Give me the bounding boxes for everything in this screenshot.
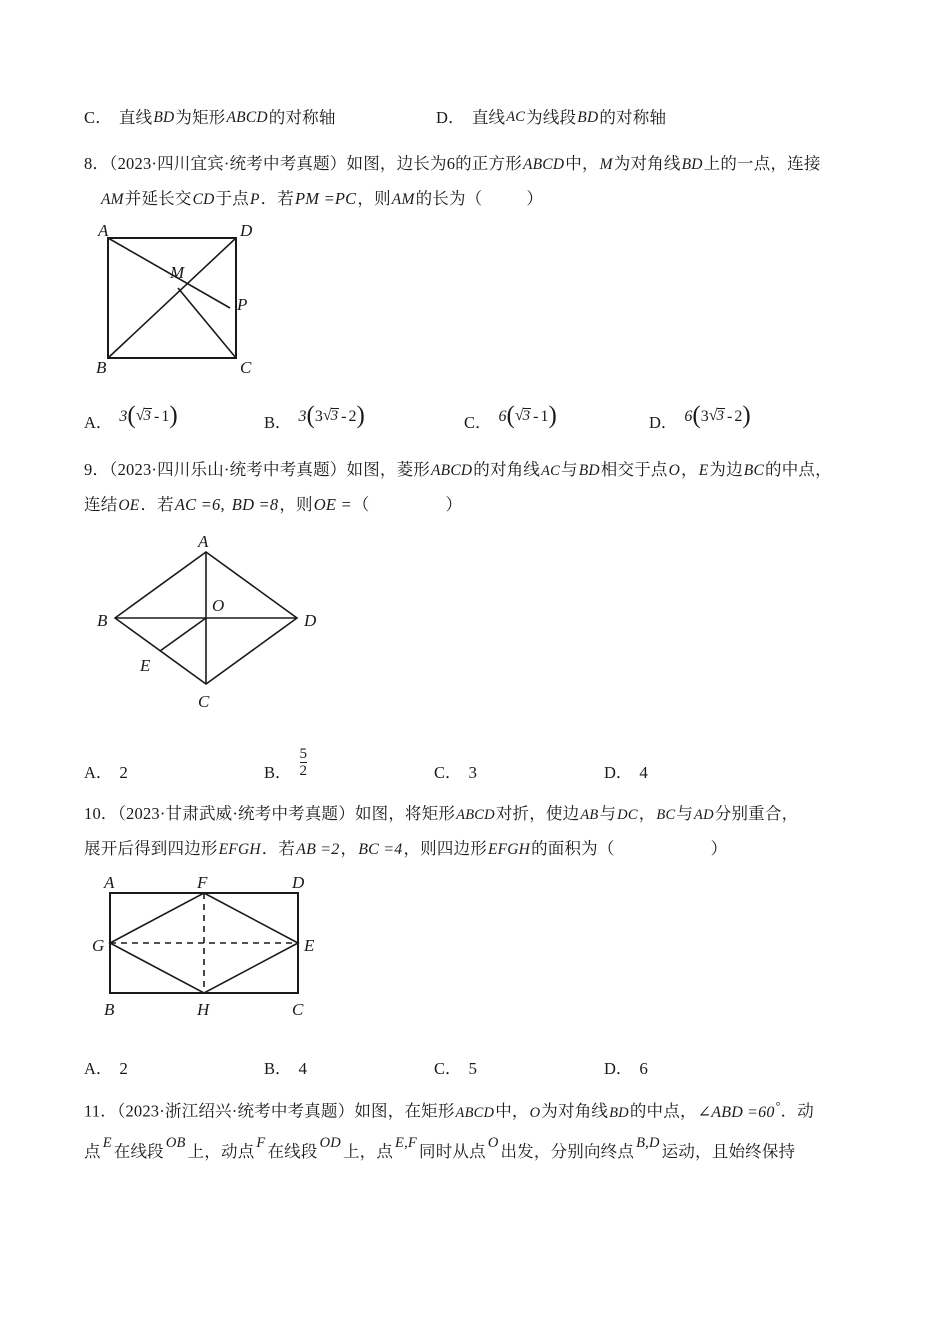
q9-stem2-text-a: 连结 — [84, 495, 118, 514]
q8-stem-line-1 — [84, 147, 884, 182]
q10-label-G: G — [92, 936, 105, 955]
q7-option-c-text-2: 为矩形 — [175, 108, 226, 127]
q11-var-ef: E,F — [395, 1134, 417, 1151]
paren-open: ( — [506, 402, 515, 429]
q7-option-d-text-3: 的对称轴 — [599, 108, 667, 127]
q8-option-b[interactable] — [264, 402, 365, 433]
q10-stem-text-a: 如图，将矩形 — [354, 804, 456, 823]
q8-stem-text-c: 中， — [565, 154, 599, 173]
q8-option-c-sqrt — [515, 408, 531, 425]
q9-equation-ac: AC =6, — [174, 495, 225, 514]
q9-option-a-label: A． — [84, 763, 113, 782]
q11-number: 11． — [84, 1101, 117, 1121]
q10-stem2-text-b: ．若 — [261, 839, 296, 858]
q8-option-a-sqrt — [136, 408, 152, 425]
q8-stem-text-e: 上的一点，连接 — [703, 154, 821, 173]
q9-stem2-text-b: ．若 — [140, 495, 174, 514]
q10-option-b[interactable] — [264, 1055, 307, 1079]
q8-label-P: P — [237, 295, 248, 314]
q9-stem-text-c: 与 — [561, 460, 578, 479]
q9-label-A: A — [198, 532, 209, 551]
q11-stem2-text-f: 同时从点 — [419, 1141, 486, 1161]
q11-var-ob: OB — [165, 1134, 186, 1151]
q9-stem-text-b: 的对角线 — [473, 460, 541, 479]
q8-option-a-radicand: 3 — [143, 408, 152, 425]
q10-number: 10． — [84, 804, 118, 823]
q10-figure-svg — [92, 875, 362, 1035]
q8-option-d-label: D． — [649, 413, 678, 432]
q11-var-bd: BD — [609, 1104, 629, 1121]
q11-source: （2023·浙江绍兴·统考中考真题） — [117, 1101, 355, 1121]
q9-equation-bd: BD =8 — [231, 495, 279, 514]
q10-var-dc: DC — [617, 807, 638, 823]
q11-var-o-2: O — [487, 1134, 499, 1151]
paren-close: ) — [548, 402, 557, 429]
q11-stem2-text-c: 上，动点 — [187, 1141, 255, 1161]
q10-options-row — [84, 1045, 884, 1085]
q10-label-A: A — [104, 875, 115, 892]
q8-stem2-text-a: 并延长交 — [124, 189, 192, 208]
q9-option-b[interactable] — [264, 745, 308, 783]
q11-stem-line-2 — [84, 1130, 884, 1175]
q9-label-O: O — [212, 596, 225, 615]
q10-var-bc: BC — [656, 807, 676, 823]
q9-option-b-numerator: 5 — [299, 745, 308, 762]
q10-option-a[interactable] — [84, 1055, 128, 1079]
radical-sign-icon: √ — [514, 407, 524, 425]
q8-var-cd: CD — [192, 191, 215, 208]
q10-stem-text-f: 分别重合， — [714, 804, 799, 823]
paren-close: ) — [169, 402, 178, 429]
radical-sign-icon: √ — [322, 407, 332, 425]
q9-stem2-text-e: ） — [445, 495, 463, 514]
q9-equation-oe: OE = — [313, 495, 352, 514]
q9-var-abcd: ABCD — [431, 462, 473, 479]
q9-option-c-label: C． — [434, 763, 462, 782]
q11-stem2-text-d: 在线段 — [267, 1141, 318, 1161]
q9-option-a-value: 2 — [119, 763, 128, 782]
q8-option-b-coef: 3 — [298, 407, 307, 425]
q8-option-a[interactable] — [84, 402, 178, 433]
q10-option-d-value: 6 — [639, 1059, 648, 1078]
q8-options-row — [84, 393, 884, 439]
q9-label-C: C — [198, 692, 210, 711]
q10-stem2-text-e: 的面积为（ — [531, 839, 615, 858]
q10-stem-line-2 — [84, 832, 884, 867]
q10-option-d[interactable] — [604, 1055, 648, 1079]
q10-stem2-text-d: ，则四边形 — [403, 839, 487, 858]
q8-stem2-text-e: 的长为（ — [415, 189, 483, 208]
q8-stem2-text-b: 于点 — [215, 189, 249, 208]
q8-figure-svg — [90, 225, 350, 375]
q10-option-a-value: 2 — [119, 1059, 128, 1078]
q8-var-bd: BD — [681, 156, 703, 173]
q10-var-ab: AB — [580, 807, 599, 823]
paren-close: ) — [742, 402, 751, 429]
q9-stem-line-2 — [84, 488, 884, 523]
q7-option-c-label: C． — [84, 108, 112, 127]
q8-stem2-text-d: ，则 — [357, 189, 391, 208]
paren-open: ( — [127, 402, 136, 429]
q9-stem2-text-d: （ — [352, 495, 370, 514]
q8-option-b-inner-coef: 3 — [314, 407, 323, 425]
q9-stem-text-e: ， — [681, 460, 698, 479]
q11-stem-text-e: ．动 — [780, 1101, 814, 1121]
q9-var-o: O — [668, 462, 681, 479]
q11-stem2-text-h: 运动，且始终保持 — [661, 1141, 796, 1161]
q9-option-b-value — [300, 746, 308, 779]
q10-option-c[interactable] — [434, 1055, 477, 1079]
q7-options-row — [84, 105, 884, 139]
q10-equation-bc: BC =4 — [358, 841, 403, 858]
q10-option-b-label: B． — [264, 1059, 292, 1078]
q11-stem-text-c: 为对角线 — [541, 1101, 609, 1121]
q10-var-abcd: ABCD — [456, 807, 495, 823]
q8-option-c-op: - — [533, 407, 539, 425]
q8-stem2-text-f: ） — [526, 189, 544, 208]
q8-diagonal-bd — [108, 238, 236, 358]
q10-stem2-text-f: ） — [710, 839, 728, 858]
q9-option-b-denominator: 2 — [299, 762, 308, 779]
q9-option-c[interactable] — [434, 759, 477, 783]
q10-label-D: D — [292, 875, 305, 892]
q8-var-am-2: AM — [391, 191, 415, 208]
q8-option-b-const: 2 — [348, 407, 357, 425]
q8-option-a-value — [119, 404, 177, 429]
q9-stem2-text-c: ，则 — [279, 495, 313, 514]
q9-label-E: E — [140, 656, 151, 675]
q8-option-b-value — [299, 404, 365, 429]
q8-option-d-sqrt — [709, 408, 725, 425]
q10-label-F: F — [197, 875, 208, 892]
q8-option-b-radicand: 3 — [330, 408, 339, 425]
q9-stem-line-1 — [84, 453, 884, 488]
q7-option-d-label: D． — [436, 108, 465, 127]
q10-stem-text-b: 对折，使边 — [495, 804, 580, 823]
q8-label-M: M — [170, 263, 185, 282]
paren-open: ( — [306, 402, 315, 429]
q10-option-a-label: A． — [84, 1059, 113, 1078]
q10-var-efgh-2: EFGH — [487, 841, 531, 858]
q10-stem2-text-c: ， — [340, 839, 358, 858]
q8-option-a-const: 1 — [161, 407, 170, 425]
q8-label-B: B — [96, 358, 107, 375]
q8-option-b-label: B． — [264, 413, 292, 432]
q8-label-A: A — [98, 225, 109, 240]
q8-line-mc — [178, 288, 236, 358]
q9-stem-text-f: 为边 — [709, 460, 743, 479]
q9-var-bc: BC — [743, 462, 765, 479]
q8-option-d-inner-coef: 3 — [700, 407, 709, 425]
q9-options-row — [84, 743, 884, 789]
q7-option-c-text-1: 直线 — [118, 108, 153, 127]
q8-label-D: D — [240, 225, 253, 240]
q10-source: （2023·甘肃武威·统考中考真题） — [117, 804, 355, 823]
q9-segment-oe — [160, 618, 206, 651]
q8-stem-text-b: 的正方形 — [455, 154, 522, 173]
q10-label-B: B — [104, 1000, 115, 1019]
q9-label-B: B — [97, 611, 108, 630]
q9-option-d-value: 4 — [639, 763, 648, 782]
q7-option-c-var-1: BD — [153, 109, 175, 126]
q8-source: （2023·四川宜宾·统考中考真题） — [109, 154, 347, 173]
q10-label-H: H — [197, 1000, 210, 1019]
q8-var-p: P — [249, 191, 260, 208]
q8-option-d-const: 2 — [734, 407, 743, 425]
worksheet-content — [84, 105, 884, 1175]
q11-var-o: O — [529, 1104, 541, 1121]
q11-var-abcd: ABCD — [455, 1104, 495, 1121]
q9-figure-svg — [90, 529, 350, 729]
q8-var-abcd: ABCD — [522, 156, 565, 173]
paren-open: ( — [692, 402, 701, 429]
q8-option-a-coef: 3 — [119, 407, 128, 425]
q11-var-bd-2: B,D — [636, 1134, 660, 1151]
q8-option-b-sqrt — [323, 408, 339, 425]
q9-option-d[interactable] — [604, 759, 648, 783]
q11-stem2-text-g: 出发，分别向终点 — [500, 1141, 635, 1161]
q9-source: （2023·四川乐山·统考中考真题） — [109, 460, 347, 479]
q8-option-c-value — [499, 404, 557, 429]
q8-var-am: AM — [101, 191, 124, 208]
q9-stem-text-a: 如图，菱形 — [346, 460, 430, 479]
q10-option-d-label: D． — [604, 1059, 633, 1078]
q8-stem2-text-c: ．若 — [260, 189, 295, 208]
q8-option-c[interactable] — [464, 402, 557, 433]
q8-option-c-radicand: 3 — [522, 408, 531, 425]
q8-option-d-coef: 6 — [684, 407, 693, 425]
q7-option-d-var-2: BD — [577, 109, 599, 126]
q11-stem2-text-e: 上，点 — [342, 1141, 394, 1161]
q8-option-a-label: A． — [84, 413, 113, 432]
q7-option-d-text-1: 直线 — [471, 108, 506, 127]
q8-equation-pm-pc: PM =PC — [295, 189, 357, 208]
q9-stem-text-d: 相交于点 — [600, 460, 668, 479]
q8-label-C: C — [240, 358, 252, 375]
q7-option-d-var-1: AC — [506, 109, 526, 125]
q9-option-d-label: D． — [604, 763, 633, 782]
q10-equation-ab: AB =2 — [296, 841, 340, 858]
q8-line-ap — [108, 238, 230, 308]
q8-var-m: M — [599, 156, 613, 173]
q10-label-E: E — [304, 936, 315, 955]
q8-stem-line-2 — [84, 182, 884, 217]
q7-option-d-text-2: 为线段 — [526, 108, 577, 127]
q11-angle-degree-symbol: ° — [775, 1099, 781, 1113]
q10-figure-rectangle — [92, 875, 884, 1035]
q10-stem-text-d: ， — [638, 804, 656, 823]
q10-var-ad: AD — [694, 807, 714, 823]
q8-option-d-radicand: 3 — [716, 408, 725, 425]
q11-var-f: F — [256, 1134, 266, 1151]
q11-stem-text-d: 的中点， — [629, 1101, 697, 1121]
q10-option-c-value: 5 — [468, 1059, 478, 1078]
q10-option-b-value: 4 — [298, 1059, 308, 1078]
q11-stem2-text-a: 点 — [84, 1141, 101, 1161]
q8-option-d[interactable] — [649, 402, 751, 433]
q9-figure-rhombus — [90, 529, 884, 729]
q9-var-oe: OE — [118, 497, 140, 514]
q8-number: 8． — [84, 154, 110, 173]
q11-stem-text-b: 中， — [495, 1101, 529, 1121]
q9-label-D: D — [304, 611, 317, 630]
q8-option-d-op: - — [727, 407, 733, 425]
radical-sign-icon: √ — [135, 407, 145, 425]
q9-option-c-value: 3 — [468, 763, 478, 782]
q7-option-c-text-3: 的对称轴 — [268, 108, 336, 127]
q8-figure-square — [90, 225, 884, 375]
q8-stem-text-d: 为对角线 — [613, 154, 681, 173]
q10-label-C: C — [292, 1000, 304, 1019]
q11-var-e: E — [102, 1134, 112, 1151]
q8-option-b-op: - — [341, 407, 347, 425]
q8-stem-text-a: 如图，边长为 — [346, 154, 447, 173]
paren-close: ) — [356, 402, 365, 429]
q7-option-d[interactable] — [436, 101, 666, 135]
q8-option-d-value — [684, 404, 750, 429]
q8-side-length: 6 — [446, 154, 456, 173]
q11-stem-text-a: 如图，在矩形 — [354, 1101, 455, 1121]
q10-option-c-label: C． — [434, 1059, 462, 1078]
q8-option-c-const: 1 — [540, 407, 549, 425]
q9-option-a[interactable] — [84, 759, 128, 783]
q9-number: 9． — [84, 460, 110, 479]
q8-option-c-coef: 6 — [498, 407, 507, 425]
q11-angle-abd: ∠ABD =60 — [697, 1103, 775, 1121]
q11-stem-line-1 — [84, 1089, 884, 1130]
q9-var-e: E — [698, 462, 709, 479]
q10-stem2-text-a: 展开后得到四边形 — [84, 839, 218, 858]
q7-option-c[interactable] — [84, 101, 336, 135]
q10-var-efgh: EFGH — [218, 841, 261, 858]
q10-stem-line-1 — [84, 797, 884, 832]
q9-option-b-label: B． — [264, 763, 292, 782]
q10-stem-text-c: 与 — [599, 804, 617, 823]
q9-var-ac: AC — [541, 463, 561, 479]
q11-var-od: OD — [319, 1134, 341, 1151]
q9-stem-text-g: 的中点， — [765, 460, 832, 479]
radical-sign-icon: √ — [708, 407, 718, 425]
q10-stem-text-e: 与 — [676, 804, 694, 823]
q8-option-c-label: C． — [464, 413, 492, 432]
q9-var-bd: BD — [578, 462, 600, 479]
q11-stem2-text-b: 在线段 — [113, 1141, 164, 1161]
q8-option-a-op: - — [154, 407, 160, 425]
q7-option-c-var-2: ABCD — [226, 109, 268, 126]
